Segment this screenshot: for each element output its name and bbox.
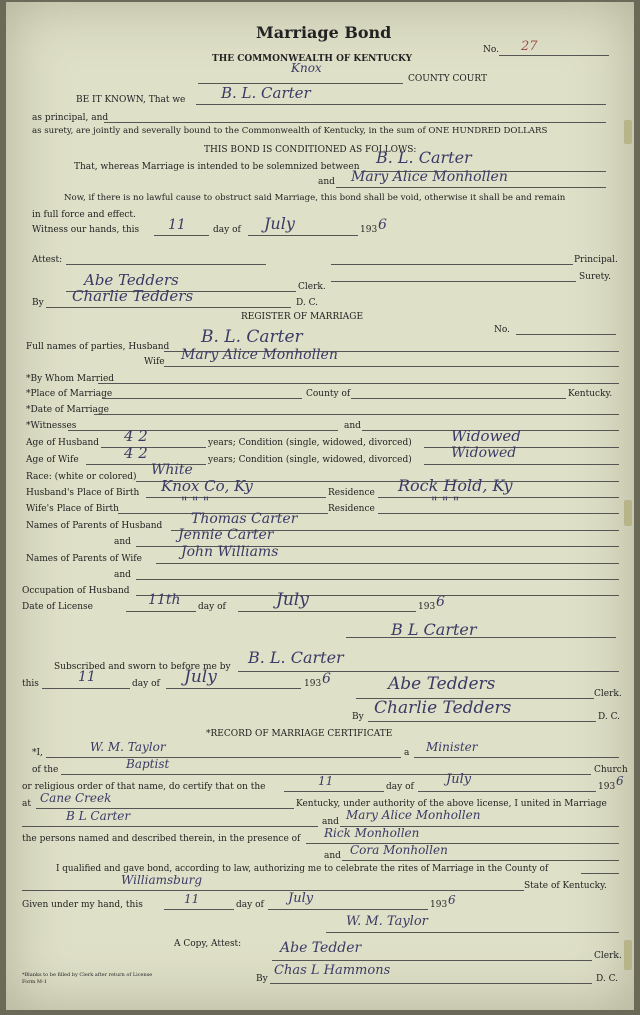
- parents-husband-and: and: [114, 537, 131, 547]
- license-month-line: [238, 611, 416, 612]
- condition-wife-line: [424, 464, 619, 465]
- sworn-this-label: this: [22, 679, 39, 689]
- witness1-line: [68, 430, 338, 431]
- place-line: [102, 398, 302, 399]
- qualified-county-line: [581, 873, 619, 874]
- husband-birth: Knox Co, Ky: [161, 477, 253, 495]
- bond-number-line: [499, 55, 609, 56]
- footnote-line1: *Blanks to be filled by Clerk after return of License: [22, 972, 153, 978]
- state-of-kentucky-label: State of Kentucky.: [524, 881, 607, 891]
- wife-residence-line: [378, 513, 619, 514]
- persons-named-text: the persons named and described therein, in the presence of: [22, 834, 301, 844]
- cert-place: Cane Creek: [40, 791, 112, 805]
- minister-name-line: [46, 757, 401, 758]
- applicant-signature: B L Carter: [391, 620, 477, 639]
- cert-a-label: a: [404, 748, 410, 758]
- be-it-known-text: BE IT KNOWN, That we: [76, 95, 186, 105]
- given-month: July: [288, 891, 314, 906]
- bond-day: 11: [168, 217, 186, 233]
- sworn-by-line: [238, 671, 619, 672]
- cert-day-line: [284, 791, 384, 792]
- full-names-label: Full names of parties, Husband: [26, 342, 170, 352]
- now-if-text: Now, if there is no lawful cause to obstruct said Marriage, this bond shall be void, otherwise it shall be and remain: [64, 193, 566, 203]
- age-husband-label: Age of Husband: [26, 438, 100, 448]
- copy-dc-line: [270, 983, 592, 984]
- cert-witness2-line: [342, 860, 619, 861]
- cert-day-of: day of: [386, 782, 414, 792]
- binder-tab: [624, 940, 632, 970]
- bond-year-prefix: 193: [360, 225, 378, 235]
- principal-line: [196, 104, 606, 105]
- register-no-label: No.: [494, 325, 510, 335]
- county-of-label: County of: [306, 389, 351, 399]
- minister-title: Minister: [426, 740, 478, 754]
- register-by-label: By: [352, 712, 364, 722]
- document-title: Marriage Bond: [256, 23, 392, 42]
- husband-birth-label: Husband's Place of Birth: [26, 488, 140, 498]
- kentucky-authority-text: Kentucky, under authority of the above license, I united in Marriage: [296, 799, 607, 809]
- register-dc-name: Charlie Tedders: [374, 698, 512, 718]
- cert-at-label: at: [22, 799, 31, 809]
- sworn-year-prefix: 193: [304, 679, 322, 689]
- document-subtitle: THE COMMONWEALTH OF KENTUCKY: [212, 54, 413, 64]
- cert-witness-and: and: [324, 851, 341, 861]
- cert-of-the-label: of the: [32, 765, 59, 775]
- and-label: and: [318, 177, 335, 187]
- bond-month: July: [264, 214, 295, 233]
- copy-clerk-name: Abe Tedder: [280, 940, 362, 956]
- wife-label: Wife: [144, 357, 165, 367]
- wife-line: [164, 366, 619, 367]
- date-marriage-line: [94, 414, 619, 415]
- license-year-suffix: 6: [436, 594, 445, 610]
- bond-number-label: No.: [483, 45, 499, 55]
- witnesses-label: *Witnesses: [26, 421, 77, 431]
- sworn-by: B. L. Carter: [248, 648, 344, 667]
- attest-label: Attest:: [32, 255, 63, 265]
- principal-sign-line: [331, 264, 573, 265]
- given-day-line: [164, 909, 234, 910]
- wife-residence: " " ": [431, 495, 460, 511]
- husband-name: B. L. Carter: [201, 327, 303, 347]
- bond-number: 27: [521, 39, 538, 54]
- copy-attest-label: A Copy, Attest:: [174, 939, 242, 949]
- party2-name: Mary Alice Monhollen: [351, 169, 508, 185]
- bond-month-line: [248, 235, 358, 236]
- minister-signature-line: [326, 932, 619, 933]
- copy-dc-label: D. C.: [596, 974, 619, 984]
- place-label: *Place of Marriage: [26, 389, 113, 399]
- cert-county: Williamsburg: [121, 873, 202, 887]
- witnesses-and-label: and: [344, 421, 361, 431]
- minister-title-line: [414, 757, 619, 758]
- father-husband: Thomas Carter: [191, 511, 298, 527]
- bond-dc-label: D. C.: [296, 298, 319, 308]
- register-no-line: [516, 334, 616, 335]
- sworn-month-line: [166, 688, 301, 689]
- church-label: Church: [594, 765, 628, 775]
- wife-birth: " " ": [181, 495, 210, 511]
- mother-wife-line: [136, 579, 619, 580]
- age-husband: 4 2: [124, 427, 148, 445]
- marriage-bond-document: [6, 2, 634, 1010]
- cert-i-label: *I,: [32, 748, 43, 758]
- bond-clerk-name: Abe Tedders: [84, 271, 179, 289]
- license-day-of: day of: [198, 602, 226, 612]
- principal-label: Principal.: [574, 255, 618, 265]
- qualified-text: I qualified and gave bond, according to law, authorizing me to celebrate the rites of Marriage in the County of: [56, 864, 549, 874]
- surety-text: as surety, are jointly and severally bound to the Commonwealth of Kentucky, in the sum of ONE HUNDRED DOLLARS: [32, 126, 548, 136]
- bond-day-line: [154, 235, 209, 236]
- occupation-label: Occupation of Husband: [22, 586, 130, 596]
- given-year-suffix: 6: [448, 893, 456, 907]
- cert-year-prefix: 193: [598, 782, 616, 792]
- copy-clerk-line: [272, 960, 592, 961]
- bond-dc-name: Charlie Tedders: [72, 287, 194, 305]
- certificate-heading: *RECORD OF MARRIAGE CERTIFICATE: [206, 729, 393, 739]
- party2-line: [336, 187, 606, 188]
- wife-name: Mary Alice Monhollen: [181, 347, 338, 363]
- given-day-of: day of: [236, 900, 264, 910]
- copy-dc-name: Chas L Hammons: [274, 963, 391, 978]
- date-license-label: Date of License: [22, 602, 93, 612]
- age-husband-line: [101, 447, 206, 448]
- condition-wife: Widowed: [451, 445, 517, 461]
- husband-residence-line: [378, 497, 619, 498]
- footnote-line2: Form M-1: [22, 979, 47, 985]
- county-court-label: COUNTY COURT: [408, 74, 488, 84]
- cert-groom: B L Carter: [66, 809, 131, 823]
- cert-day: 11: [318, 774, 334, 788]
- given-year-prefix: 193: [430, 900, 448, 910]
- bond-clerk-label: Clerk.: [298, 282, 326, 292]
- father-wife: John Williams: [181, 544, 279, 560]
- attest-line: [66, 264, 266, 265]
- surety-sign-line: [331, 281, 576, 282]
- bond-dc-line: [46, 307, 291, 308]
- whereas-text: That, whereas Marriage is intended to be solemnized between: [74, 162, 360, 172]
- full-force-text: in full force and effect.: [32, 210, 136, 220]
- by-whom-label: *By Whom Married: [26, 374, 115, 384]
- bond-by-label: By: [32, 298, 44, 308]
- license-month: July: [276, 590, 309, 610]
- cert-and-label: and: [322, 817, 339, 827]
- license-day-line: [126, 611, 196, 612]
- husband-residence: Rock Hold, Ky: [398, 476, 513, 495]
- as-principal-text: as principal, and: [32, 113, 109, 123]
- register-heading: REGISTER OF MARRIAGE: [241, 312, 364, 322]
- bond-year-suffix: 6: [378, 217, 387, 233]
- bond-day-of-label: day of: [213, 225, 241, 235]
- parents-husband-label: Names of Parents of Husband: [26, 521, 163, 531]
- conditioned-heading: THIS BOND IS CONDITIONED AS FOLLOWS:: [204, 145, 417, 155]
- copy-by-label: By: [256, 974, 268, 984]
- sworn-day-of: day of: [132, 679, 160, 689]
- sworn-year-suffix: 6: [322, 671, 331, 687]
- cert-month-line: [418, 791, 596, 792]
- register-dc-line: [368, 721, 596, 722]
- subscribed-label: Subscribed and sworn to before me by: [54, 662, 231, 672]
- minister-name: W. M. Taylor: [90, 740, 166, 754]
- register-clerk-name: Abe Tedders: [388, 674, 496, 694]
- given-under-text: Given under my hand, this: [22, 900, 143, 910]
- father-wife-line: [156, 563, 619, 564]
- minister-signature: W. M. Taylor: [346, 914, 428, 929]
- church-name: Baptist: [126, 757, 170, 771]
- cert-groom-line: [22, 826, 318, 827]
- register-clerk-label: Clerk.: [594, 689, 622, 699]
- age-wife-label: Age of Wife: [26, 455, 79, 465]
- county-name: Knox: [291, 61, 322, 75]
- sworn-month: July: [184, 667, 217, 687]
- mother-husband: Jennie Carter: [178, 527, 274, 543]
- binder-tab: [624, 500, 632, 526]
- cert-bride: Mary Alice Monhollen: [346, 808, 481, 822]
- sworn-day-line: [42, 688, 130, 689]
- cert-year-suffix: 6: [616, 774, 624, 788]
- wife-birth-label: Wife's Place of Birth: [26, 504, 119, 514]
- license-year-prefix: 193: [418, 602, 436, 612]
- race-label: Race: (white or colored): [26, 472, 137, 482]
- party1-name: B. L. Carter: [376, 148, 472, 167]
- cert-witness2: Cora Monhollen: [350, 843, 448, 857]
- given-month-line: [268, 909, 428, 910]
- date-marriage-label: *Date of Marriage: [26, 405, 110, 415]
- husband-residence-label: Residence: [328, 488, 375, 498]
- kentucky-label: Kentucky.: [568, 389, 613, 399]
- wife-residence-label: Residence: [328, 504, 375, 514]
- race-value: White: [151, 462, 193, 478]
- religious-order-text: or religious order of that name, do certify that on the: [22, 782, 266, 792]
- copy-clerk-label: Clerk.: [594, 951, 622, 961]
- by-whom-line: [98, 383, 619, 384]
- principal-name: B. L. Carter: [221, 84, 311, 102]
- age-wife: 4 2: [124, 444, 148, 462]
- cert-witness1: Rick Monhollen: [324, 826, 420, 840]
- occupation-line: [136, 595, 619, 596]
- county-of-line: [351, 398, 566, 399]
- parents-wife-and: and: [114, 570, 131, 580]
- license-day: 11th: [148, 592, 181, 608]
- condition-husband: Widowed: [451, 427, 521, 445]
- cert-month: July: [446, 772, 472, 787]
- husband-birth-line: [146, 497, 326, 498]
- witness-hands-text: Witness our hands, this: [32, 225, 140, 235]
- sworn-day: 11: [78, 669, 96, 685]
- parents-wife-label: Names of Parents of Wife: [26, 554, 142, 564]
- binder-tab: [624, 120, 632, 144]
- register-dc-label: D. C.: [598, 712, 621, 722]
- surety-name-line: [104, 122, 606, 123]
- applicant-signature-line: [346, 637, 616, 638]
- cert-county-line: [22, 890, 524, 891]
- condition-husband-label: years; Condition (single, widowed, divorced): [208, 438, 412, 448]
- given-day: 11: [184, 892, 200, 906]
- surety-label: Surety.: [579, 272, 611, 282]
- condition-wife-label: years; Condition (single, widowed, divorced): [208, 455, 412, 465]
